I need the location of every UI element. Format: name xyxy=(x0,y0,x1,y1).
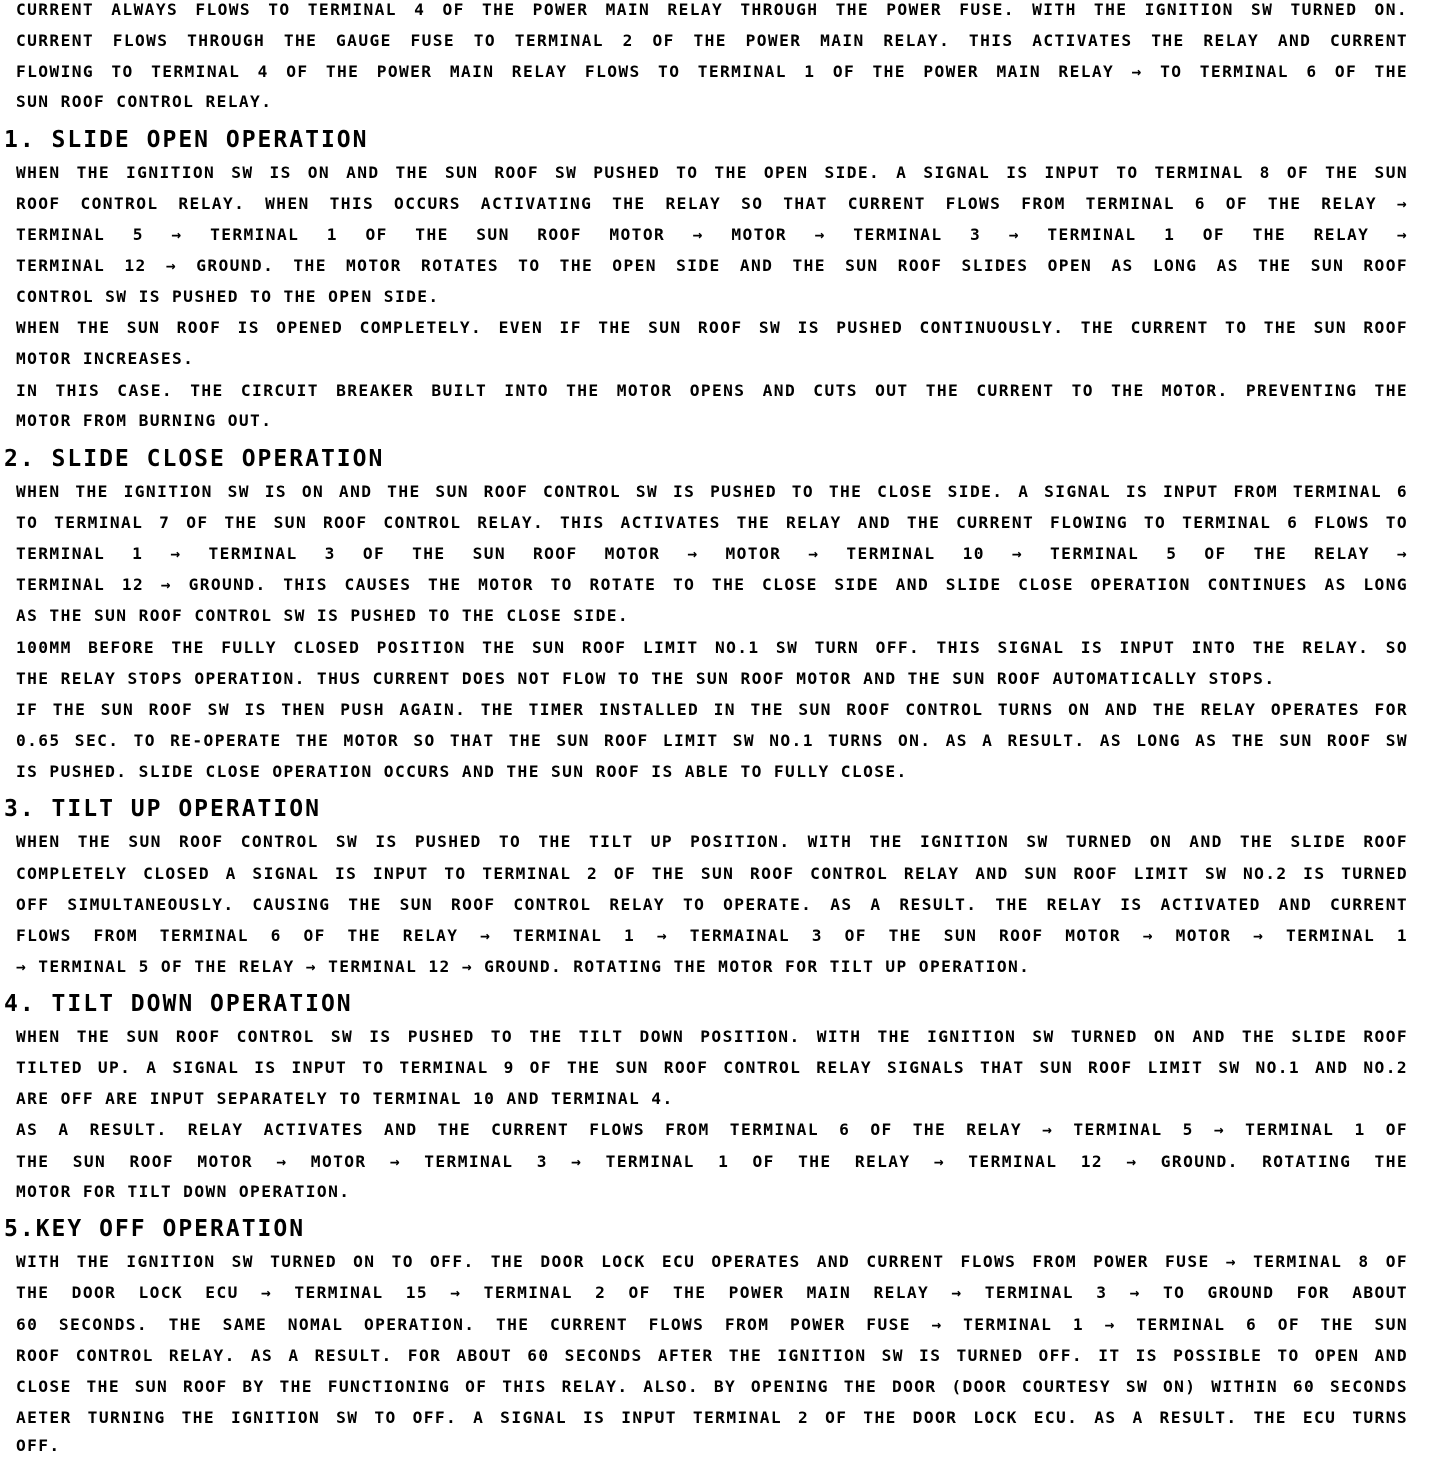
text-line: AETER TURNING THE IGNITION SW TO OFF. A SIGNAL IS INPUT TERMINAL 2 OF THE DOOR LOCK ECU. AS A RESULT. THE ECU TURNS xyxy=(16,1408,1408,1427)
text-line: TERMINAL 12 → GROUND. THE MOTOR ROTATES TO THE OPEN SIDE AND THE SUN ROOF SLIDES OPEN AS LONG AS THE SUN ROOF xyxy=(16,256,1408,275)
text-line: FLOWING TO TERMINAL 4 OF THE POWER MAIN RELAY FLOWS TO TERMINAL 1 OF THE POWER MAIN RELAY → TO TERMINAL 6 OF THE xyxy=(16,62,1408,81)
text-line: FLOWS FROM TERMINAL 6 OF THE RELAY → TERMINAL 1 → TERMAINAL 3 OF THE SUN ROOF MOTOR → MOTOR → TERMINAL 1 xyxy=(16,926,1408,945)
text-line: CONTROL SW IS PUSHED TO THE OPEN SIDE. xyxy=(16,287,440,306)
text-line: ROOF CONTROL RELAY. AS A RESULT. FOR ABOUT 60 SECONDS AFTER THE IGNITION SW IS TURNED OFF. IT IS POSSIBLE TO OPEN AND xyxy=(16,1346,1408,1365)
text-line: TERMINAL 5 → TERMINAL 1 OF THE SUN ROOF MOTOR → MOTOR → TERMINAL 3 → TERMINAL 1 OF THE RELAY → xyxy=(16,225,1408,244)
section-heading: 5.KEY OFF OPERATION xyxy=(4,1216,306,1242)
section-heading: 2. SLIDE CLOSE OPERATION xyxy=(4,446,385,472)
text-line: ROOF CONTROL RELAY. WHEN THIS OCCURS ACTIVATING THE RELAY SO THAT CURRENT FLOWS FROM TERMINAL 6 OF THE RELAY → xyxy=(16,194,1408,213)
text-line: TERMINAL 1 → TERMINAL 3 OF THE SUN ROOF MOTOR → MOTOR → TERMINAL 10 → TERMINAL 5 OF THE RELAY → xyxy=(16,544,1408,563)
text-line: OFF SIMULTANEOUSLY. CAUSING THE SUN ROOF CONTROL RELAY TO OPERATE. AS A RESULT. THE RELAY IS ACTIVATED AND CURRENT xyxy=(16,895,1408,914)
text-line: TO TERMINAL 7 OF THE SUN ROOF CONTROL RELAY. THIS ACTIVATES THE RELAY AND THE CURRENT FLOWING TO TERMINAL 6 FLOWS TO xyxy=(16,513,1408,532)
text-line: 100MM BEFORE THE FULLY CLOSED POSITION THE SUN ROOF LIMIT NO.1 SW TURN OFF. THIS SIGNAL IS INPUT INTO THE RELAY. SO xyxy=(16,638,1408,657)
text-line: WITH THE IGNITION SW TURNED ON TO OFF. THE DOOR LOCK ECU OPERATES AND CURRENT FLOWS FROM POWER FUSE → TERMINAL 8 OF xyxy=(16,1252,1408,1271)
text-line: WHEN THE IGNITION SW IS ON AND THE SUN ROOF SW PUSHED TO THE OPEN SIDE. A SIGNAL IS INPUT TO TERMINAL 8 OF THE SUN xyxy=(16,163,1408,182)
text-line: AS THE SUN ROOF CONTROL SW IS PUSHED TO THE CLOSE SIDE. xyxy=(16,606,630,625)
text-line: TERMINAL 12 → GROUND. THIS CAUSES THE MOTOR TO ROTATE TO THE CLOSE SIDE AND SLIDE CLOSE OPERATION CONTINUES AS LONG xyxy=(16,575,1408,594)
text-line: CURRENT FLOWS THROUGH THE GAUGE FUSE TO TERMINAL 2 OF THE POWER MAIN RELAY. THIS ACTIVATES THE RELAY AND CURRENT xyxy=(16,31,1408,50)
text-line: ARE OFF ARE INPUT SEPARATELY TO TERMINAL 10 AND TERMINAL 4. xyxy=(16,1089,674,1108)
text-line: WHEN THE SUN ROOF IS OPENED COMPLETELY. EVEN IF THE SUN ROOF SW IS PUSHED CONTINUOUSLY. THE CURRENT TO THE SUN ROOF xyxy=(16,318,1408,337)
text-line: WHEN THE SUN ROOF CONTROL SW IS PUSHED TO THE TILT DOWN POSITION. WITH THE IGNITION SW TURNED ON AND THE SLIDE ROOF xyxy=(16,1027,1408,1046)
section-heading: 4. TILT DOWN OPERATION xyxy=(4,991,353,1017)
text-line: CURRENT ALWAYS FLOWS TO TERMINAL 4 OF THE POWER MAIN RELAY THROUGH THE POWER FUSE. WITH THE IGNITION SW TURNED ON. xyxy=(16,0,1408,19)
section-heading: 3. TILT UP OPERATION xyxy=(4,796,321,822)
text-line: AS A RESULT. RELAY ACTIVATES AND THE CURRENT FLOWS FROM TERMINAL 6 OF THE RELAY → TERMINAL 5 → TERMINAL 1 OF xyxy=(16,1120,1408,1139)
text-line: 60 SECONDS. THE SAME NOMAL OPERATION. THE CURRENT FLOWS FROM POWER FUSE → TERMINAL 1 → TERMINAL 6 OF THE SUN xyxy=(16,1315,1408,1334)
text-line: TILTED UP. A SIGNAL IS INPUT TO TERMINAL 9 OF THE SUN ROOF CONTROL RELAY SIGNALS THAT SUN ROOF LIMIT SW NO.1 AND NO.2 xyxy=(16,1058,1408,1077)
text-line: → TERMINAL 5 OF THE RELAY → TERMINAL 12 → GROUND. ROTATING THE MOTOR FOR TILT UP OPERATION. xyxy=(16,957,1031,976)
text-line: IF THE SUN ROOF SW IS THEN PUSH AGAIN. THE TIMER INSTALLED IN THE SUN ROOF CONTROL TURNS ON AND THE RELAY OPERATES FOR xyxy=(16,700,1408,719)
text-line: SUN ROOF CONTROL RELAY. xyxy=(16,92,273,111)
text-line: WHEN THE IGNITION SW IS ON AND THE SUN ROOF CONTROL SW IS PUSHED TO THE CLOSE SIDE. A SIGNAL IS INPUT FROM TERMINAL 6 xyxy=(16,482,1408,501)
text-line: IN THIS CASE. THE CIRCUIT BREAKER BUILT INTO THE MOTOR OPENS AND CUTS OUT THE CURRENT TO THE MOTOR. PREVENTING THE xyxy=(16,381,1408,400)
text-line: 0.65 SEC. TO RE-OPERATE THE MOTOR SO THAT THE SUN ROOF LIMIT SW NO.1 TURNS ON. AS A RESULT. AS LONG AS THE SUN ROOF SW xyxy=(16,731,1408,750)
section-heading: 1. SLIDE OPEN OPERATION xyxy=(4,127,369,153)
text-line: OFF. xyxy=(16,1436,61,1455)
text-line: MOTOR FOR TILT DOWN OPERATION. xyxy=(16,1182,351,1201)
text-line: MOTOR INCREASES. xyxy=(16,349,195,368)
text-line: THE DOOR LOCK ECU → TERMINAL 15 → TERMINAL 2 OF THE POWER MAIN RELAY → TERMINAL 3 → TO GROUND FOR ABOUT xyxy=(16,1283,1408,1302)
text-line: WHEN THE SUN ROOF CONTROL SW IS PUSHED TO THE TILT UP POSITION. WITH THE IGNITION SW TURNED ON AND THE SLIDE ROOF xyxy=(16,832,1408,851)
text-line: IS PUSHED. SLIDE CLOSE OPERATION OCCURS AND THE SUN ROOF IS ABLE TO FULLY CLOSE. xyxy=(16,762,908,781)
text-line: CLOSE THE SUN ROOF BY THE FUNCTIONING OF THIS RELAY. ALSO. BY OPENING THE DOOR (DOOR COURTESY SW ON) WITHIN 60 SECONDS xyxy=(16,1377,1408,1396)
text-line: THE SUN ROOF MOTOR → MOTOR → TERMINAL 3 → TERMINAL 1 OF THE RELAY → TERMINAL 12 → GROUND. ROTATING THE xyxy=(16,1152,1408,1171)
text-line: COMPLETELY CLOSED A SIGNAL IS INPUT TO TERMINAL 2 OF THE SUN ROOF CONTROL RELAY AND SUN ROOF LIMIT SW NO.2 IS TURNED xyxy=(16,864,1408,883)
text-line: MOTOR FROM BURNING OUT. xyxy=(16,411,273,430)
text-line: THE RELAY STOPS OPERATION. THUS CURRENT DOES NOT FLOW TO THE SUN ROOF MOTOR AND THE SUN ROOF AUTOMATICALLY STOPS. xyxy=(16,669,1276,688)
